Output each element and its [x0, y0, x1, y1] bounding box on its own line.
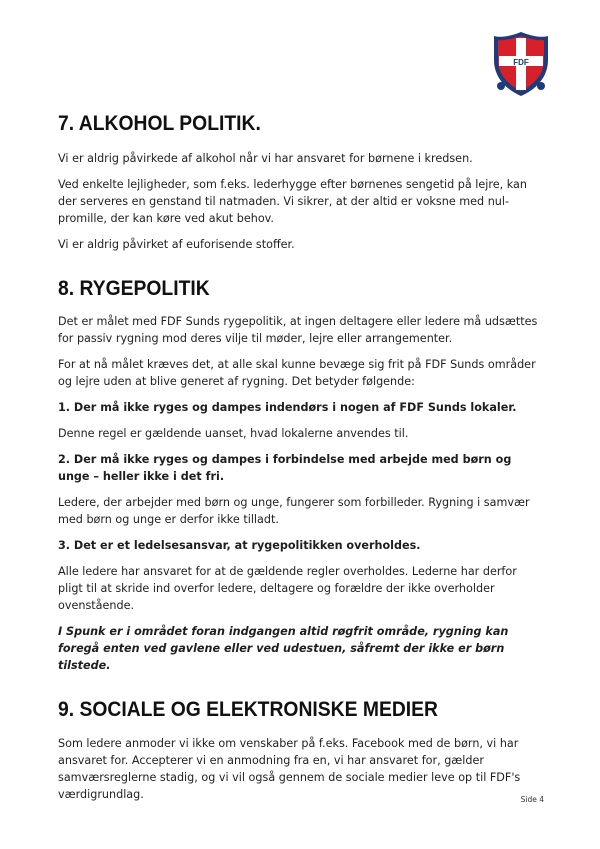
paragraph: Ved enkelte lejligheder, som f.eks. lederhygge efter børnenes sengetid på lejre, kan der serveres en genstand til natmaden. Vi sikrer, at der altid er voksne med nul-promille, der kan køre ved akut behov.	[58, 178, 527, 225]
logo-text: FDF	[513, 58, 529, 67]
paragraph: Som ledere anmoder vi ikke om venskaber på f.eks. Facebook med de børn, vi har ansvaret for. Accepterer vi en anmodning fra en, vi har ansvaret for, gælder samværsreglerne stadig, og vi vil også gennem de sociale medier leve op til FDF's værdigrundlag.	[58, 737, 521, 801]
rule-body: Denne regel er gældende uanset, hvad lokalerne anvendes til.	[58, 427, 409, 440]
section-title: 8. RYGEPOLITIK	[58, 277, 210, 300]
rule-body: Ledere, der arbejder med børn og unge, fungerer som forbilleder. Rygning i samvær med børn og unge er derfor ikke tilladt.	[58, 496, 530, 526]
smoking-area-note: I Spunk er i området foran indgangen altid røgfrit område, rygning kan foregå enten ved gavlene eller ved udestuen, såfremt der ikke er børn tilstede.	[58, 625, 509, 672]
rule-item	[58, 399, 544, 442]
section-title: 9. SOCIALE OG ELEKTRONISKE MEDIER	[58, 698, 439, 721]
page-number: Side 4	[520, 795, 544, 804]
fdf-logo	[491, 30, 551, 98]
alcohol-policy-section	[58, 112, 544, 253]
rule-heading: 1. Der må ikke ryges og dampes indendørs i nogen af FDF Sunds lokaler.	[58, 401, 517, 414]
paragraph: For at nå målet kræves det, at alle skal kunne bevæge sig frit på FDF Sunds områder og lejre uden at blive generet af rygning. Det betyder følgende:	[58, 358, 536, 388]
rule-item	[58, 537, 544, 614]
rule-body: Alle ledere har ansvaret for at de gældende regler overholdes. Lederne har derfor pligt til at skride ind overfor ledere, deltagere og forældre der ikke overholder ovenstående.	[58, 565, 517, 612]
smoking-policy-section	[58, 277, 544, 674]
fdf-shield-icon	[491, 30, 551, 98]
rule-heading: 3. Det er et ledelsesansvar, at rygepolitikken overholdes.	[58, 539, 421, 552]
paragraph: Vi er aldrig påvirket af euforisende stoffer.	[58, 238, 295, 251]
paragraph: Vi er aldrig påvirkede af alkohol når vi har ansvaret for børnene i kredsen.	[58, 152, 473, 165]
social-media-section	[58, 698, 544, 803]
rule-heading: 2. Der må ikke ryges og dampes i forbindelse med arbejde med børn og unge – heller ikke i det fri.	[58, 453, 512, 483]
section-title: 7. ALKOHOL POLITIK.	[58, 112, 261, 135]
document-body	[58, 112, 544, 803]
paragraph: Det er målet med FDF Sunds rygepolitik, at ingen deltagere eller ledere må udsættes for passiv rygning mod deres vilje til møder, lejre eller arrangementer.	[58, 315, 538, 345]
rule-item	[58, 451, 544, 528]
